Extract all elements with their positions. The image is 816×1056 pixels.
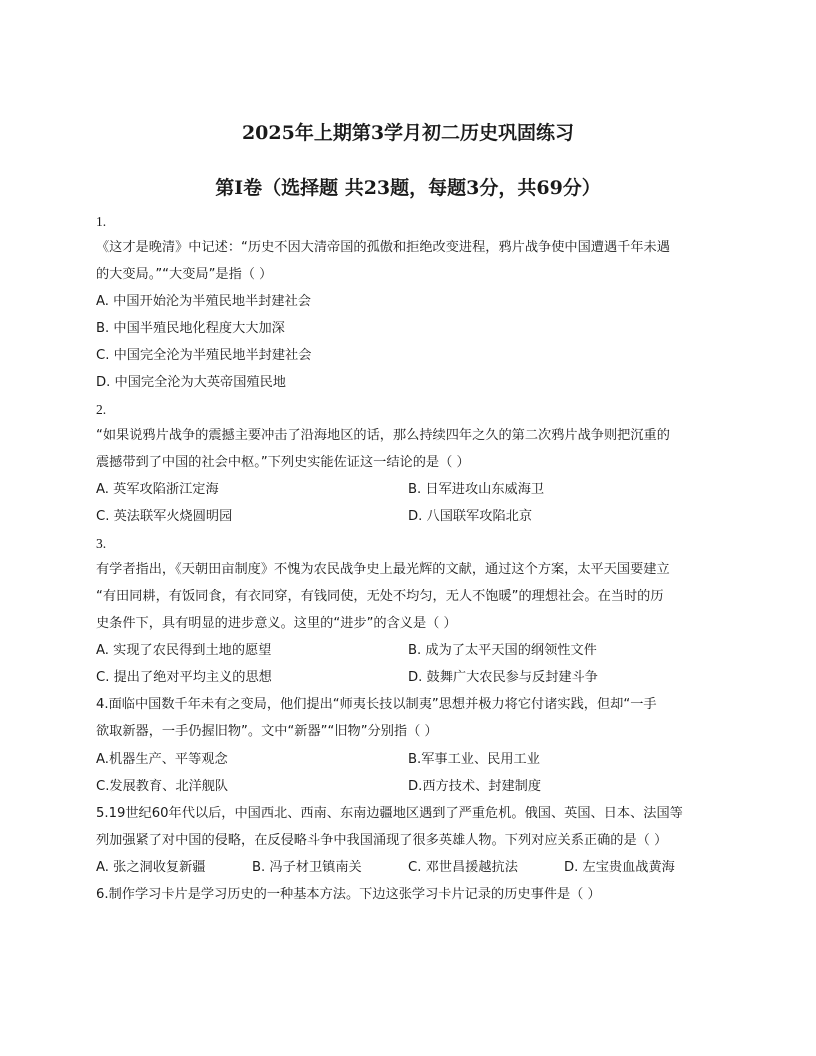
question-2-option-b: B. 日军进攻山东威海卫 [408,482,545,497]
question-3-option-a: A. 实现了农民得到土地的愿望 [96,643,272,658]
question-4-option-c: C.发展教育、北洋舰队 [96,779,229,794]
question-6-stem-line-1: 6.制作学习卡片是学习历史的一种基本方法。下边这张学习卡片记录的历史事件是（ ） [96,887,601,902]
question-4-option-b: B.军事工业、民用工业 [408,752,540,767]
question-4-option-d: D.西方技术、封建制度 [408,779,542,794]
question-2-option-a: A. 英军攻陷浙江定海 [96,482,219,497]
question-3-stem-line-1: 有学者指出，《天朝田亩制度》不愧为农民战争史上最光辉的文献，通过这个方案，太平天国要建立 [96,562,670,577]
document-title: 2025年上期第3学月初二历史巩固练习 [241,122,575,144]
question-1-option-a: A. 中国开始沦为半殖民地半封建社会 [96,294,311,309]
question-3-stem-line-3: 史条件下，具有明显的进步意义。这里的“进步”的含义是（ ） [96,616,457,631]
question-3-number: 3. [96,536,107,551]
question-5-stem-line-1: 5.19世纪60年代以后，中国西北、西南、东南边疆地区遇到了严重危机。俄国、英国、日本、法国等 [96,806,683,821]
question-1-option-d: D. 中国完全沦为大英帝国殖民地 [96,375,286,390]
section-heading: 第Ⅰ卷（选择题 共23题，每题3分，共69分） [215,177,601,199]
question-5-option-c: C. 邓世昌援越抗法 [408,860,518,875]
question-2-option-c: C. 英法联军火烧圆明园 [96,509,233,524]
question-3-stem-line-2: “有田同耕，有饭同食，有衣同穿，有钱同使，无处不均匀，无人不饱暖”的理想社会。在当时的历 [96,589,664,604]
question-3-option-c: C. 提出了绝对平均主义的思想 [96,670,272,685]
question-1-stem-line-2: 的大变局。”“大变局”是指（ ） [96,267,273,282]
question-1-option-c: C. 中国完全沦为半殖民地半封建社会 [96,348,312,363]
question-5-option-d: D. 左宝贵血战黄海 [564,860,675,875]
question-2-stem-line-2: 震撼带到了中国的社会中枢。”下列史实能佐证这一结论的是（ ） [96,455,470,470]
question-3-option-b: B. 成为了太平天国的纲领性文件 [408,643,597,658]
question-1-number: 1. [96,214,107,229]
question-3-option-d: D. 鼓舞广大农民参与反封建斗争 [408,670,598,685]
question-2-stem-line-1: “如果说鸦片战争的震撼主要冲击了沿海地区的话，那么持续四年之久的第二次鸦片战争则把沉重的 [96,428,670,443]
question-5-option-a: A. 张之洞收复新疆 [96,860,206,875]
question-4-stem-line-1: 4.面临中国数千年未有之变局，他们提出“师夷长技以制夷”思想并极力将它付诸实践，但却“一手 [96,697,657,712]
question-2-option-d: D. 八国联军攻陷北京 [408,509,533,524]
question-4-stem-line-2: 欲取新器，一手仍握旧物”。文中“新器”“旧物”分别指（ ） [96,724,438,739]
question-2-number: 2. [96,402,107,417]
question-5-stem-line-2: 列加强紧了对中国的侵略，在反侵略斗争中我国涌现了很多英雄人物。下列对应关系正确的是（ ） [96,833,668,848]
question-1-stem-line-1: 《这才是晚清》中记述：“历史不因大清帝国的孤傲和拒绝改变进程，鸦片战争使中国遭遇千年未遇 [96,240,670,255]
question-1-option-b: B. 中国半殖民地化程度大大加深 [96,321,285,336]
question-5-option-b: B. 冯子材卫镇南关 [252,860,362,875]
question-4-option-a: A.机器生产、平等观念 [96,752,228,767]
